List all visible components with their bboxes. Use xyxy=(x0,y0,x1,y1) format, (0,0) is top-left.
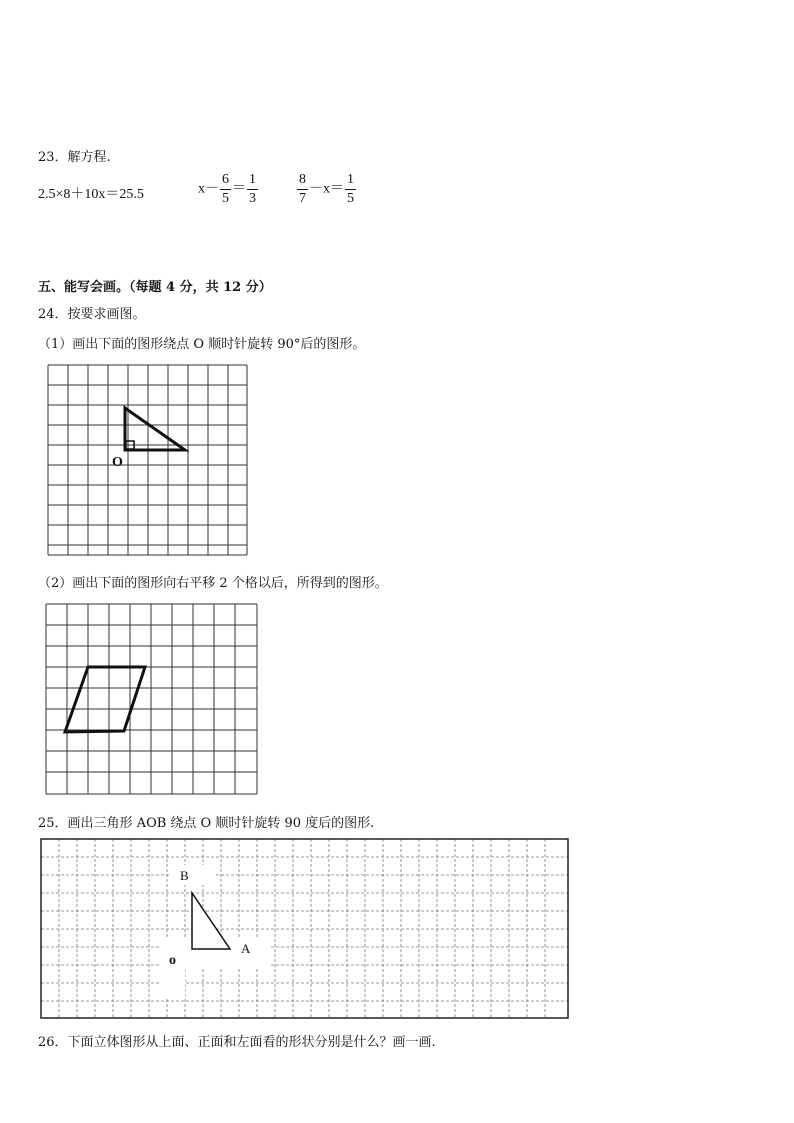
point-o-label: o xyxy=(169,953,176,968)
eq2-fraction-1: $\frac{6}{5}$ xyxy=(222,172,229,206)
label-o-backing xyxy=(160,967,185,997)
q23-equation-1: 2.5×8＋10x＝25.5 xyxy=(38,187,144,202)
q24-grid-1 xyxy=(40,360,255,560)
q23-title: 23．解方程. xyxy=(38,150,111,165)
eq3-fraction-2: $\frac{1}{5}$ xyxy=(347,172,354,206)
q24-part1-instruction: （1）画出下面的图形绕点 O 顺时针旋转 90°后的图形。 xyxy=(38,337,366,352)
q24-part2-instruction: （2）画出下面的图形向右平移 2 个格以后，所得到的图形。 xyxy=(38,576,388,591)
grid-border xyxy=(41,839,568,1018)
triangle-aob xyxy=(192,893,230,949)
eq2-fraction-2: $\frac{1}{3}$ xyxy=(249,172,256,206)
q25-grid xyxy=(40,837,570,1022)
grid-lines xyxy=(48,365,247,555)
q24-title: 24．按要求画图。 xyxy=(38,307,146,322)
label-b-backing xyxy=(170,865,215,885)
eq3-middle: －x＝ xyxy=(309,181,344,197)
q25-title: 25．画出三角形 AOB 绕点 O 顺时针旋转 90 度后的图形. xyxy=(38,816,375,831)
parallelogram-shape xyxy=(65,667,145,732)
q23-equation-2 xyxy=(198,173,259,206)
eq2-left: x－ xyxy=(198,181,219,197)
point-a-label: A xyxy=(241,941,251,956)
q26-title: 26．下面立体图形从上面、正面和左面看的形状分别是什么？画一画. xyxy=(38,1035,436,1050)
q23-equation-3 xyxy=(296,173,357,206)
eq3-fraction-1: $\frac{8}{7}$ xyxy=(299,172,306,206)
eq2-equals: ＝ xyxy=(232,181,246,197)
dashed-grid-lines xyxy=(41,839,568,1018)
point-b-label: B xyxy=(180,868,189,883)
section-5-heading: 五、能写会画。（每题 4 分，共 12 分） xyxy=(38,280,272,295)
point-o-label: O xyxy=(112,455,123,470)
q24-grid-2 xyxy=(40,600,265,798)
